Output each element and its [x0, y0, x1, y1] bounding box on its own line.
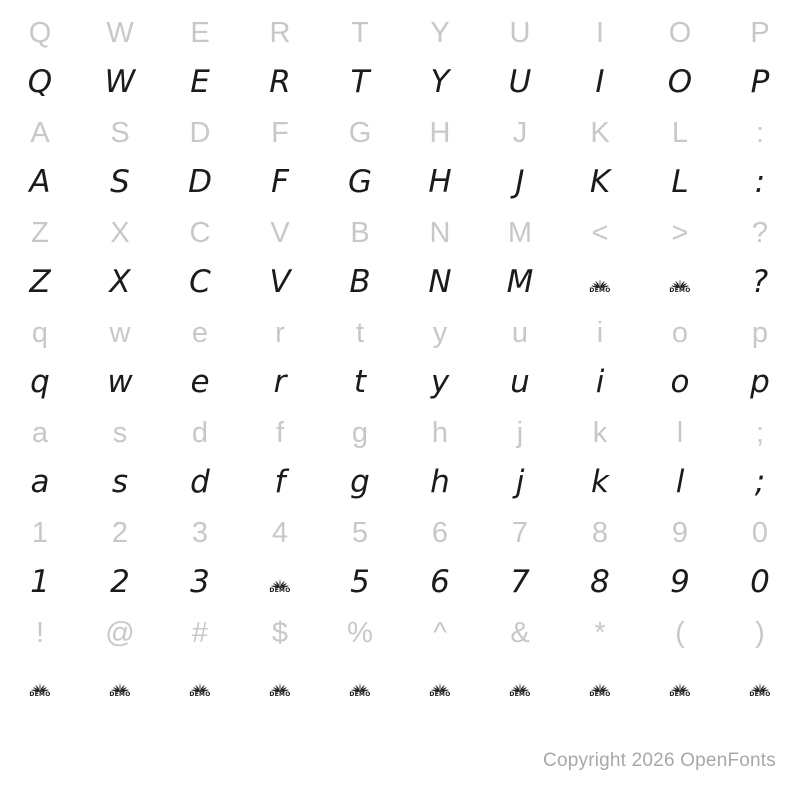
- glyph-character: :: [754, 164, 766, 200]
- glyph-character: D: [188, 164, 212, 200]
- keycap-row: [0, 500, 800, 550]
- glyph-character: E: [190, 64, 210, 100]
- keycap-character: :: [755, 117, 765, 149]
- demo-stamp-icon: [240, 567, 320, 600]
- demo-stamp-icon: [560, 671, 640, 706]
- keycap-character: 5: [351, 517, 369, 549]
- keycap-character: C: [189, 217, 211, 249]
- keycap-character: T: [351, 17, 369, 49]
- keycap-character: H: [429, 117, 451, 149]
- keycap-character: a: [31, 417, 49, 449]
- demo-stamp-label: DEMO: [349, 691, 371, 698]
- glyph-character: y: [430, 364, 450, 400]
- glyph-character: i: [595, 364, 605, 400]
- demo-stamp-label: DEMO: [589, 287, 611, 294]
- demo-stamp-label: DEMO: [269, 587, 291, 594]
- keycap-character: e: [191, 317, 209, 349]
- glyph-character: L: [671, 164, 689, 200]
- glyph-character: W: [104, 64, 136, 100]
- glyph-character: s: [111, 464, 129, 500]
- glyph-character: Z: [29, 264, 51, 300]
- glyph-row: [0, 150, 800, 200]
- glyph-character: q: [30, 364, 50, 400]
- keycap-character: Y: [430, 17, 450, 49]
- demo-stamp-label: DEMO: [269, 691, 291, 698]
- glyph-character: g: [350, 464, 370, 500]
- glyph-character: 5: [350, 564, 370, 600]
- glyph-character: u: [510, 364, 530, 400]
- keycap-character: %: [347, 617, 373, 649]
- keycap-character: F: [271, 117, 289, 149]
- keycap-character: R: [269, 17, 291, 49]
- demo-stamp-label: DEMO: [669, 287, 691, 294]
- keycap-character: M: [507, 217, 533, 249]
- keycap-row: [0, 300, 800, 350]
- keycap-character: &: [510, 617, 530, 649]
- glyph-character: S: [110, 164, 130, 200]
- keycap-character: #: [191, 617, 209, 649]
- keycap-row: [0, 100, 800, 150]
- glyph-character: Q: [27, 64, 53, 100]
- glyph-character: 1: [30, 564, 50, 600]
- glyph-character: C: [189, 264, 211, 300]
- glyph-character: 3: [190, 564, 210, 600]
- keycap-character: k: [592, 417, 608, 449]
- keycap-character: 3: [191, 517, 209, 549]
- keycap-character: *: [594, 617, 606, 649]
- keycap-row: [0, 0, 800, 50]
- keycap-character: >: [671, 217, 689, 249]
- glyph-character: 6: [430, 564, 450, 600]
- keycap-character: @: [105, 617, 135, 649]
- keycap-character: D: [189, 117, 211, 149]
- keycap-character: ;: [755, 417, 765, 449]
- keycap-character: 0: [751, 517, 769, 549]
- keycap-row: [0, 600, 800, 650]
- demo-stamp-icon: [240, 671, 320, 706]
- keycap-character: 8: [591, 517, 609, 549]
- keycap-character: J: [512, 117, 528, 149]
- glyph-character: l: [675, 464, 685, 500]
- glyph-character: F: [271, 164, 289, 200]
- glyph-character: d: [190, 464, 210, 500]
- glyph-character: 8: [590, 564, 610, 600]
- keycap-character: 4: [271, 517, 289, 549]
- keycap-character: L: [671, 117, 689, 149]
- demo-stamp-icon: [560, 267, 640, 300]
- glyph-character: ?: [751, 264, 769, 300]
- keycap-character: X: [110, 217, 130, 249]
- keycap-character: q: [31, 317, 49, 349]
- demo-stamp-label: DEMO: [109, 691, 131, 698]
- keycap-character: U: [509, 17, 531, 49]
- keycap-character: E: [190, 17, 210, 49]
- keycap-character: N: [429, 217, 451, 249]
- glyph-character: o: [670, 364, 690, 400]
- keycap-character: h: [431, 417, 449, 449]
- glyph-row: [0, 550, 800, 600]
- keycap-character: S: [110, 117, 130, 149]
- glyph-character: H: [428, 164, 452, 200]
- glyph-character: 9: [670, 564, 690, 600]
- keycap-character: w: [109, 317, 131, 349]
- glyph-row: [0, 50, 800, 100]
- glyph-row: [0, 450, 800, 500]
- copyright-notice: Copyright 2026 OpenFonts: [543, 750, 776, 771]
- demo-stamp-icon: [160, 671, 240, 706]
- glyph-character: j: [515, 464, 525, 500]
- keycap-character: B: [350, 217, 370, 249]
- glyph-character: e: [190, 364, 210, 400]
- glyph-row: [0, 350, 800, 400]
- demo-stamp-icon: [320, 671, 400, 706]
- glyph-row: [0, 250, 800, 300]
- keycap-character: r: [275, 317, 285, 349]
- keycap-character: Q: [28, 17, 52, 49]
- keycap-character: ?: [751, 217, 769, 249]
- demo-stamp-icon: [480, 671, 560, 706]
- glyph-character: h: [430, 464, 450, 500]
- glyph-character: k: [591, 464, 609, 500]
- glyph-character: B: [349, 264, 371, 300]
- keycap-character: j: [516, 417, 524, 449]
- glyph-character: O: [667, 64, 693, 100]
- glyph-character: a: [30, 464, 50, 500]
- demo-stamp-icon: [720, 671, 800, 706]
- glyph-character: R: [269, 64, 291, 100]
- keycap-character: t: [355, 317, 365, 349]
- keycap-character: l: [676, 417, 684, 449]
- glyph-character: ;: [754, 464, 766, 500]
- glyph-character: G: [347, 164, 373, 200]
- keycap-row: [0, 200, 800, 250]
- keycap-character: y: [432, 317, 448, 349]
- demo-stamp-icon: [640, 671, 720, 706]
- glyph-character: I: [595, 64, 605, 100]
- glyph-character: K: [589, 164, 611, 200]
- keycap-character: W: [106, 17, 134, 49]
- glyph-character: 2: [110, 564, 130, 600]
- demo-stamp-label: DEMO: [669, 691, 691, 698]
- demo-stamp-icon: [640, 267, 720, 300]
- glyph-character: N: [428, 264, 452, 300]
- keycap-character: i: [596, 317, 604, 349]
- glyph-character: f: [274, 464, 286, 500]
- demo-stamp-label: DEMO: [749, 691, 771, 698]
- demo-stamp-icon: [400, 671, 480, 706]
- glyph-character: U: [508, 64, 532, 100]
- keycap-character: $: [271, 617, 289, 649]
- glyph-character: r: [273, 364, 287, 400]
- keycap-character: 6: [431, 517, 449, 549]
- glyph-character: M: [506, 264, 534, 300]
- glyph-character: w: [107, 364, 133, 400]
- keycap-character: 2: [111, 517, 129, 549]
- keycap-character: (: [675, 617, 685, 649]
- glyph-row: [0, 650, 800, 706]
- keycap-character: s: [112, 417, 128, 449]
- keycap-character: 7: [511, 517, 529, 549]
- glyph-character: V: [269, 264, 291, 300]
- glyph-character: J: [515, 164, 525, 200]
- glyph-character: A: [29, 164, 51, 200]
- keycap-character: f: [275, 417, 285, 449]
- keycap-character: g: [351, 417, 369, 449]
- keycap-character: o: [671, 317, 689, 349]
- keycap-character: P: [750, 17, 770, 49]
- demo-stamp-label: DEMO: [429, 691, 451, 698]
- keycap-character: 1: [31, 517, 49, 549]
- glyph-character: t: [353, 364, 367, 400]
- demo-stamp-icon: [80, 671, 160, 706]
- keycap-character: G: [348, 117, 372, 149]
- keycap-character: u: [511, 317, 529, 349]
- glyph-character: T: [350, 64, 370, 100]
- keycap-character: K: [590, 117, 610, 149]
- keycap-character: A: [30, 117, 50, 149]
- glyph-character: p: [750, 364, 770, 400]
- keycap-row: [0, 400, 800, 450]
- glyph-character: 0: [750, 564, 770, 600]
- keycap-character: I: [595, 17, 605, 49]
- keycap-character: Z: [31, 217, 49, 249]
- glyph-character: X: [109, 264, 131, 300]
- keycap-character: V: [270, 217, 290, 249]
- glyph-character: 7: [510, 564, 530, 600]
- demo-stamp-icon: [0, 671, 80, 706]
- keycap-character: !: [35, 617, 45, 649]
- keycap-character: d: [191, 417, 209, 449]
- demo-stamp-label: DEMO: [589, 691, 611, 698]
- keycap-character: 9: [671, 517, 689, 549]
- glyph-character: Y: [430, 64, 450, 100]
- keycap-character: p: [751, 317, 769, 349]
- keycap-character: <: [591, 217, 609, 249]
- glyph-character: P: [750, 64, 770, 100]
- demo-stamp-label: DEMO: [509, 691, 531, 698]
- keycap-character: O: [668, 17, 692, 49]
- demo-stamp-label: DEMO: [189, 691, 211, 698]
- demo-stamp-label: DEMO: [29, 691, 51, 698]
- keycap-character: ^: [433, 617, 447, 649]
- keycap-character: ): [755, 617, 765, 649]
